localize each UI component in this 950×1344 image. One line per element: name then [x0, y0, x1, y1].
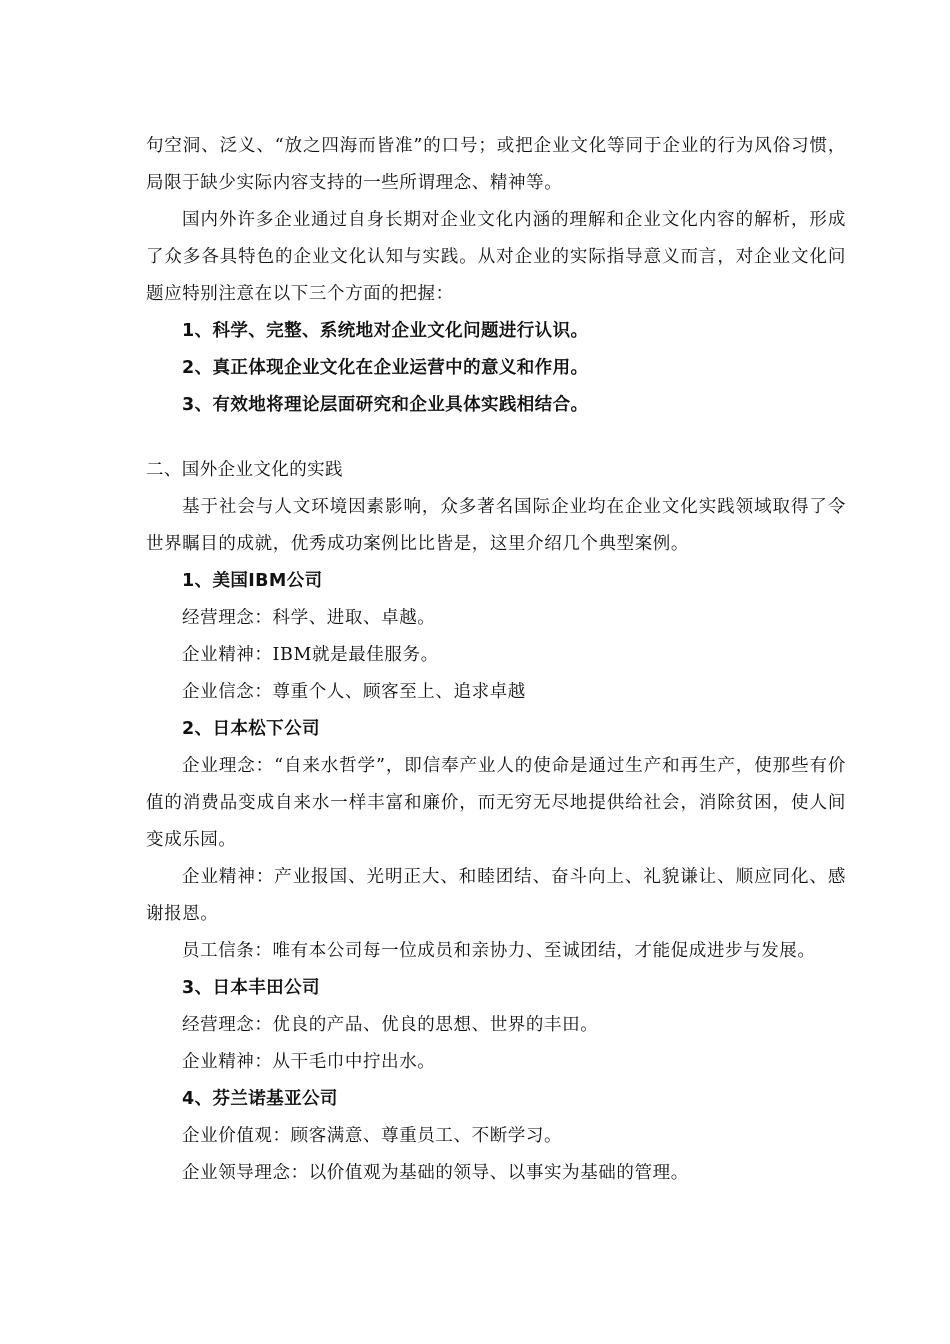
key-point-1: 1、科学、完整、系统地对企业文化问题进行认识。	[182, 321, 589, 341]
case-line: 企业领导理念：以价值观为基础的领导、以事实为基础的管理。	[182, 1163, 689, 1183]
case-line: 企业价值观：顾客满意、尊重员工、不断学习。	[182, 1126, 563, 1146]
key-point-3: 3、有效地将理论层面研究和企业具体实践相结合。	[182, 395, 589, 415]
case-title-nokia: 4、芬兰诺基亚公司	[182, 1089, 338, 1109]
case-line: 企业精神：IBM就是最佳服务。	[182, 645, 439, 665]
paragraph-intro: 国内外许多企业通过自身长期对企业文化内涵的理解和企业文化内容的解析，形成了众多各具特色的企业文化认知与实践。从对企业的实际指导意义而言，对企业文化问题应特别注意在以下三个方面的把握：	[146, 210, 846, 304]
case-line: 企业精神：产业报国、光明正大、和睦团结、奋斗向上、礼貌谦让、顺应同化、感谢报恩。	[146, 867, 846, 924]
section-intro: 基于社会与人文环境因素影响，众多著名国际企业均在企业文化实践领域取得了令世界瞩目的成就，优秀成功案例比比皆是，这里介绍几个典型案例。	[146, 497, 846, 554]
key-point-2: 2、真正体现企业文化在企业运营中的意义和作用。	[182, 358, 589, 378]
document-body	[146, 128, 846, 1192]
case-line: 企业信念：尊重个人、顾客至上、追求卓越	[182, 682, 526, 702]
case-line: 员工信条：唯有本公司每一位成员和亲协力、至诚团结，才能促成进步与发展。	[182, 941, 816, 961]
case-line: 经营理念：优良的产品、优良的思想、世界的丰田。	[182, 1015, 599, 1035]
case-title-ibm: 1、美国IBM公司	[182, 571, 323, 591]
case-line: 企业理念：“自来水哲学”，即信奉产业人的使命是通过生产和再生产，使那些有价值的消费品变成自来水一样丰富和廉价，而无穷无尽地提供给社会，消除贫困，使人间变成乐园。	[146, 756, 846, 850]
case-line: 企业精神：从干毛巾中拧出水。	[182, 1052, 436, 1072]
case-title-toyota: 3、日本丰田公司	[182, 978, 320, 998]
case-title-panasonic: 2、日本松下公司	[182, 719, 320, 739]
paragraph-continuation: 句空洞、泛义、“放之四海而皆准”的口号；或把企业文化等同于企业的行为风俗习惯，局限于缺少实际内容支持的一些所谓理念、精神等。	[146, 136, 846, 193]
case-line: 经营理念：科学、进取、卓越。	[182, 608, 436, 628]
section-title: 二、国外企业文化的实践	[146, 460, 343, 480]
section-gap	[146, 424, 846, 452]
